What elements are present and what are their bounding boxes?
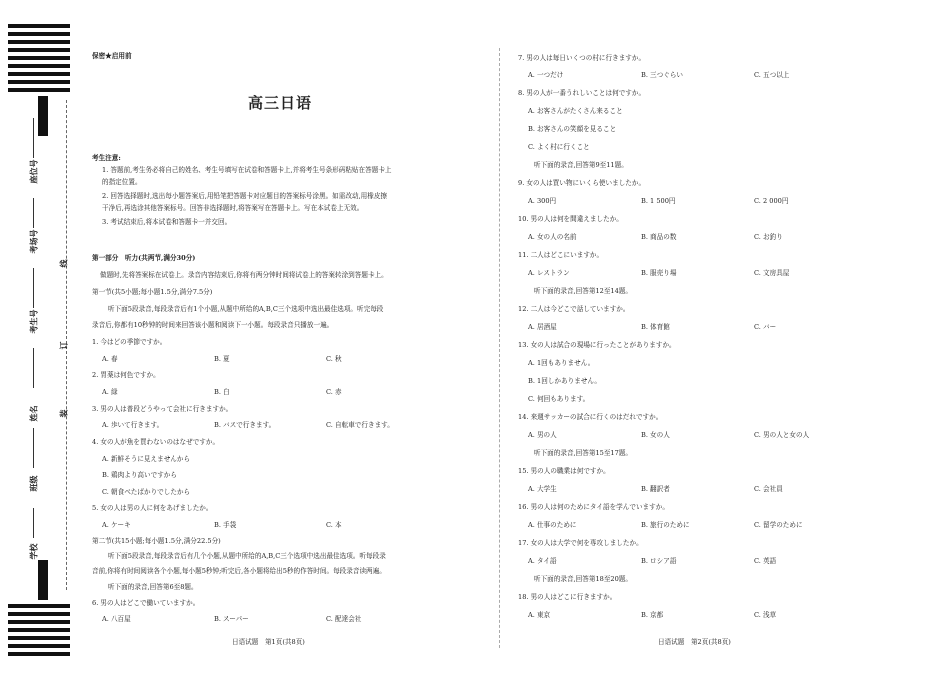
binding-stripe [8,636,70,640]
question-2: 2. 胃薬は何色ですか。 [92,371,160,379]
class-label: 班级 [29,475,39,492]
option-a: A. 居酒屋 [528,323,557,331]
question-9: 9. 女の人は買い物にいくら使いましたか。 [518,179,646,187]
option-b: B. 女の人 [641,431,670,439]
option-a: A. 八百屋 [102,615,131,623]
question-1: 1. 今はどの季節ですか。 [92,338,167,346]
page-footer: 日语试题 第1页(共8页) [232,638,305,646]
question-5: 5. 女の人は男の人に何をあげましたか。 [92,504,213,512]
binding-stripe [8,56,70,60]
listening-instruction: 听下面的录音,回答第6至8题。 [108,583,198,591]
question-14: 14. 来週サッカーの試合に行くのはだれですか。 [518,413,663,421]
cut-mark-line: 线 [58,259,69,268]
options-18 [528,611,776,620]
option-b: B. 夏 [214,355,230,363]
options-17 [528,557,776,566]
question-8: 8. 男の人が一番うれしいことは何ですか。 [518,89,646,97]
option-c: C. バー [754,323,777,331]
option-b: B. 白 [214,388,230,396]
notice-line: 1. 答题前,考生务必将自己的姓名、考生号填写在试卷和答题卡上,并将考生号条形码粘贴在答题卡上 [102,166,392,174]
option-b: B. 翻訳者 [641,485,670,493]
option-b: B. お客さんの笑顔を見ること [528,125,617,133]
fill-line [33,508,34,538]
fill-line [33,198,34,228]
notice-line: 干净后,再选涂其他答案标号。回答非选择题时,将答案写在答题卡上。写在本试卷上无效。 [102,204,364,212]
option-a: A. 男の人 [528,431,557,439]
option-c: C. 朝食べたばかりでしたから [102,488,191,496]
listening-instruction: 听下面的录音,回答第9至11题。 [534,161,628,169]
option-b: B. 手袋 [214,521,237,529]
option-a: A. 1回もありません。 [528,359,595,367]
option-c: C. 何回もあります。 [528,395,590,403]
question-6: 6. 男の人はどこで働いていますか。 [92,599,200,607]
option-a: A. 女の人の名前 [528,233,577,241]
option-a: A. お客さんがたくさん来ること [528,107,623,115]
option-a: A. 新鮮そうに見えませんから [102,455,191,463]
section2-intro: 音前,你将有时间阅读各个小题,每小题5秒钟;听完后,各小题将给出5秒的作答时间。每段录音读两遍。 [92,567,386,575]
exam-room-label: 考场号 [29,229,39,254]
confidential-label: 保密★启用前 [92,52,132,60]
option-c: C. 会社員 [754,485,783,493]
question-12: 12. 二人は今どこで話していますか。 [518,305,630,313]
question-11: 11. 二人はどこにいますか。 [518,251,604,259]
option-a: A. 大学生 [528,485,557,493]
option-a: A. 一つだけ [528,71,564,79]
listening-instruction: 听下面的录音,回答第18至20题。 [534,575,633,583]
option-c: C. 2 000円 [754,197,789,205]
school-label: 学校 [29,543,39,560]
column-divider [499,48,500,648]
question-4: 4. 女の人が魚を買わないのはなぜですか。 [92,438,220,446]
option-b: B. 1回しかありません。 [528,377,601,385]
option-a: A. ケーキ [102,521,131,529]
options-1 [102,355,342,364]
option-c: C. 赤 [326,388,342,396]
page-title: 高三日语 [248,94,313,112]
option-b: B. 旅行のために [641,521,690,529]
options-6 [102,615,361,624]
notice-line: 3. 考试结束后,将本试卷和答题卡一并交回。 [102,218,232,226]
option-a: A. 仕事のために [528,521,577,529]
binding-stripe [8,612,70,616]
binding-stripe [8,620,70,624]
binding-bar [38,96,48,136]
fill-line [33,428,34,468]
binding-stripe [8,652,70,656]
option-c: C. お釣り [754,233,783,241]
question-18: 18. 男の人はどこに行きますか。 [518,593,617,601]
section2-heading: 第二节(共15小题;每小题1.5分,满分22.5分) [92,537,221,545]
section1-intro: 录音后,你都有10秒钟的时间来回答该小题和阅读下一小题。每段录音只播放一遍。 [92,321,334,329]
options-2 [102,388,342,397]
listening-instruction: 听下面的录音,回答第12至14题。 [534,287,633,295]
option-b: B. 1 500円 [641,197,676,205]
option-c: C. 秋 [326,355,342,363]
option-c: C. 自転車で行きます。 [326,421,394,429]
page-footer: 日语试题 第2页(共8页) [658,638,731,646]
part1-intro: 做题时,先将答案标在试卷上。录音内容结束后,你将有两分钟时间将试卷上的答案转涂到答题卡上。 [100,271,388,279]
question-13: 13. 女の人は試合の現場に行ったことがありますか。 [518,341,676,349]
binding-margin [0,0,80,688]
options-15 [528,485,783,494]
binding-stripe [8,72,70,76]
option-b: B. 鶏肉より高いですから [102,471,177,479]
option-b: B. 三つぐらい [641,71,684,79]
binding-stripe [8,32,70,36]
candidate-number-label: 考生号 [29,309,39,334]
question-15: 15. 男の人の職業は何ですか。 [518,467,610,475]
binding-stripe [8,80,70,84]
binding-stripe [8,48,70,52]
notice-line: 的指定位置。 [102,178,142,186]
binding-bar [38,560,48,600]
option-b: B. スーパー [214,615,249,623]
option-a: A. 東京 [528,611,551,619]
option-c: C. 英語 [754,557,777,565]
section1-heading: 第一节(共5小题;每小题1.5分,满分7.5分) [92,288,213,296]
option-c: C. 留学のために [754,521,803,529]
options-3 [102,421,394,430]
options-9 [528,197,788,206]
listening-instruction: 听下面的录音,回答第15至17题。 [534,449,633,457]
question-7: 7. 男の人は毎日いくつの村に行きますか。 [518,54,646,62]
fill-line [33,268,34,308]
section1-intro: 听下面5段录音,每段录音后有1个小题,从题中所给的A,B,C三个选项中选出最佳选项。听完每段 [108,305,384,313]
option-b: B. ロシア語 [641,557,677,565]
option-a: A. 春 [102,355,118,363]
options-16 [528,521,803,530]
option-b: B. 服売り場 [641,269,677,277]
binding-stripe [8,64,70,68]
question-16: 16. 男の人は何のためにタイ語を学んでいますか。 [518,503,669,511]
seat-number-label: 座位号 [29,159,39,184]
option-c: C. よく村に行くこと [528,143,590,151]
question-3: 3. 男の人は普段どうやって会社に行きますか。 [92,405,233,413]
options-5 [102,521,342,530]
question-17: 17. 女の人は大学で何を専攻しましたか。 [518,539,643,547]
option-a: A. レストラン [528,269,570,277]
options-12 [528,323,776,332]
option-c: C. 配達会社 [326,615,362,623]
cut-mark-mount: 装 [58,409,69,418]
options-10 [528,233,783,242]
notice-line: 2. 回答选择题时,选出每小题答案后,用铅笔把答题卡对应题目的答案标号涂黑。如需改动,用橡皮擦 [102,192,388,200]
name-label: 姓名 [29,405,39,422]
binding-stripe [8,604,70,608]
option-b: B. バスで行きます。 [214,421,276,429]
binding-stripe [8,88,70,92]
question-10: 10. 男の人は何を間違えましたか。 [518,215,623,223]
section2-intro: 听下面5段录音,每段录音后有几个小题,从题中所给的A,B,C三个选项中选出最佳选项。听每段录 [108,552,386,560]
option-a: A. 緑 [102,388,118,396]
fill-line [33,348,34,388]
binding-stripe [8,24,70,28]
option-c: C. 男の人と女の人 [754,431,810,439]
fill-line [33,118,34,158]
binding-stripe [8,644,70,648]
option-c: C. 文房具屋 [754,269,790,277]
cut-mark-bind: 订 [58,341,69,350]
binding-stripe [8,628,70,632]
option-a: A. 歩いて行きます。 [102,421,164,429]
option-c: C. 本 [326,521,342,529]
option-b: B. 京都 [641,611,664,619]
part1-heading: 第一部分 听力(共两节,满分30分) [92,254,196,262]
option-c: C. 浅草 [754,611,777,619]
notice-heading: 考生注意: [92,154,121,162]
option-c: C. 五つ以上 [754,71,790,79]
option-a: A. 300円 [528,197,557,205]
options-7 [528,71,789,80]
option-a: A. タイ語 [528,557,557,565]
option-b: B. 商品の数 [641,233,677,241]
options-14 [528,431,809,440]
options-11 [528,269,789,278]
option-b: B. 体育館 [641,323,670,331]
binding-stripe [8,40,70,44]
